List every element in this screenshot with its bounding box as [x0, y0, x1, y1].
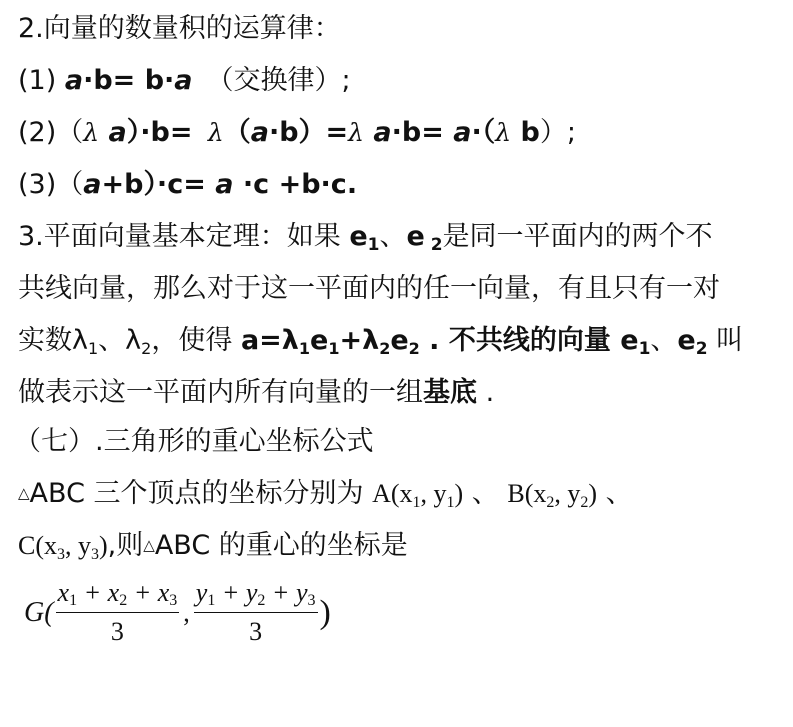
- centroid-function-label: G(: [24, 596, 54, 628]
- y-denominator: 3: [249, 617, 263, 646]
- vertex-a-coordinates: $A(x_1$, $y_1$): [372, 479, 464, 511]
- vector-c: c: [253, 169, 270, 200]
- law-distributive: [18, 168, 357, 202]
- vector-a: a: [453, 117, 472, 148]
- law-number: (2)（: [18, 117, 84, 148]
- theorem-line-1: [18, 220, 713, 262]
- vector-a: a: [364, 117, 392, 148]
- dot-operator: ·: [391, 117, 402, 148]
- vector-a: a: [250, 117, 269, 148]
- vector-a: a: [83, 169, 102, 200]
- vector-b: b: [511, 117, 540, 148]
- triangle-icon: △: [18, 484, 30, 502]
- lambda-symbol: λ: [495, 118, 512, 147]
- plus-sign: +: [269, 169, 302, 200]
- vector-b: b: [124, 169, 144, 200]
- section-heading-centroid: （七）.三角形的重心坐标公式: [14, 426, 374, 457]
- x-numerator: x1 + x2 + x3: [56, 578, 180, 613]
- vector-b: b: [279, 117, 299, 148]
- vertex-c-coordinates: $C(x_3$, $y_3$): [18, 531, 108, 563]
- y-numerator: y1 + y2 + y3: [194, 578, 318, 613]
- theorem-text: 实数$\lambda_1$、$\lambda_2$，使得: [18, 325, 241, 358]
- triangle-icon: △: [143, 536, 155, 554]
- equals-sign: =: [112, 65, 145, 96]
- law-commutative: [18, 64, 351, 98]
- centroid-text: ,则: [107, 530, 144, 561]
- theorem-line-2: 共线向量，那么对于这一平面内的任一向量，有且只有一对: [18, 273, 720, 304]
- separator: 、: [463, 478, 508, 509]
- equals-sign: =: [183, 169, 216, 200]
- centroid-text: ABC 的重心的坐标是: [154, 530, 408, 561]
- equals-sign: =: [421, 117, 454, 148]
- theorem-text: 叫: [707, 325, 744, 356]
- theorem-text: 3.平面向量基本定理：如果: [18, 221, 350, 252]
- vector-a: a: [64, 65, 84, 96]
- theorem-text: 是同一平面内的两个不: [442, 221, 713, 252]
- vector-b: b: [93, 65, 113, 96]
- lambda-symbol: λ: [348, 118, 365, 147]
- law-number: (1): [18, 65, 65, 96]
- section-heading-dot-product-laws: 2.向量的数量积的运算律：: [18, 13, 341, 44]
- vector-e2: e 2: [406, 221, 443, 255]
- keyword-basis: 基底: [423, 377, 477, 408]
- law-scalar-associative: [18, 116, 576, 150]
- vector-e1: e1: [620, 325, 651, 359]
- plus-sign: +: [101, 169, 125, 200]
- vector-a: a: [174, 65, 193, 96]
- vector-b: b: [144, 65, 165, 96]
- period: .: [346, 169, 358, 200]
- y-fraction: [194, 578, 318, 647]
- law-note: （交换律）;: [206, 65, 351, 96]
- dot-operator: ·: [164, 65, 175, 96]
- dot-operator: ·: [233, 169, 254, 200]
- x-denominator: 3: [110, 617, 124, 646]
- vector-a: a: [215, 169, 234, 200]
- decomposition-formula: $a=\lambda_1e_1+\lambda_2e_2$: [240, 325, 420, 358]
- vector-a: a: [99, 117, 127, 148]
- close-paren: ): [319, 593, 331, 631]
- equals-sign: =: [169, 117, 202, 148]
- vertex-b-coordinates: $B(x_2$, $y_2$): [507, 479, 598, 511]
- close-paren-semicolon: ）;: [539, 117, 576, 148]
- centroid-formula: [24, 578, 331, 647]
- vector-b: b: [401, 117, 422, 148]
- centroid-line-2: [18, 528, 408, 572]
- period: .: [477, 377, 495, 408]
- dot-operator: ·: [268, 117, 280, 148]
- theorem-text: 做表示这一平面内所有向量的一组: [18, 377, 423, 408]
- separator: 、: [650, 325, 678, 356]
- dot-open-paren: ·（: [471, 117, 496, 148]
- dot-operator: ·: [83, 65, 94, 96]
- separator: 、: [379, 221, 407, 252]
- vector-b: b: [301, 169, 321, 200]
- vector-c: c: [330, 169, 347, 200]
- centroid-text: ABC 三个顶点的坐标分别为: [29, 478, 373, 509]
- vector-c: c: [167, 169, 184, 200]
- separator: 、: [597, 478, 633, 509]
- centroid-line-1: [18, 476, 633, 520]
- vector-b: b: [150, 117, 170, 148]
- lambda-symbol: λ: [83, 118, 100, 147]
- lambda-symbol: λ: [207, 118, 224, 147]
- theorem-text: . 不共线的向量: [419, 325, 621, 356]
- close-paren-equals: ）=: [298, 117, 349, 148]
- x-fraction: [56, 578, 180, 647]
- law-number: (3)（: [18, 169, 84, 200]
- dot-operator: ·: [320, 169, 331, 200]
- theorem-line-4: [18, 376, 494, 410]
- theorem-line-3: [18, 324, 743, 366]
- vector-e2: e2: [677, 325, 708, 359]
- paren-dot: ）·: [143, 169, 168, 200]
- open-paren: （: [223, 117, 251, 148]
- paren-dot: ）·: [126, 117, 151, 148]
- comma: ,: [183, 597, 190, 627]
- vector-e1: e1: [349, 221, 380, 255]
